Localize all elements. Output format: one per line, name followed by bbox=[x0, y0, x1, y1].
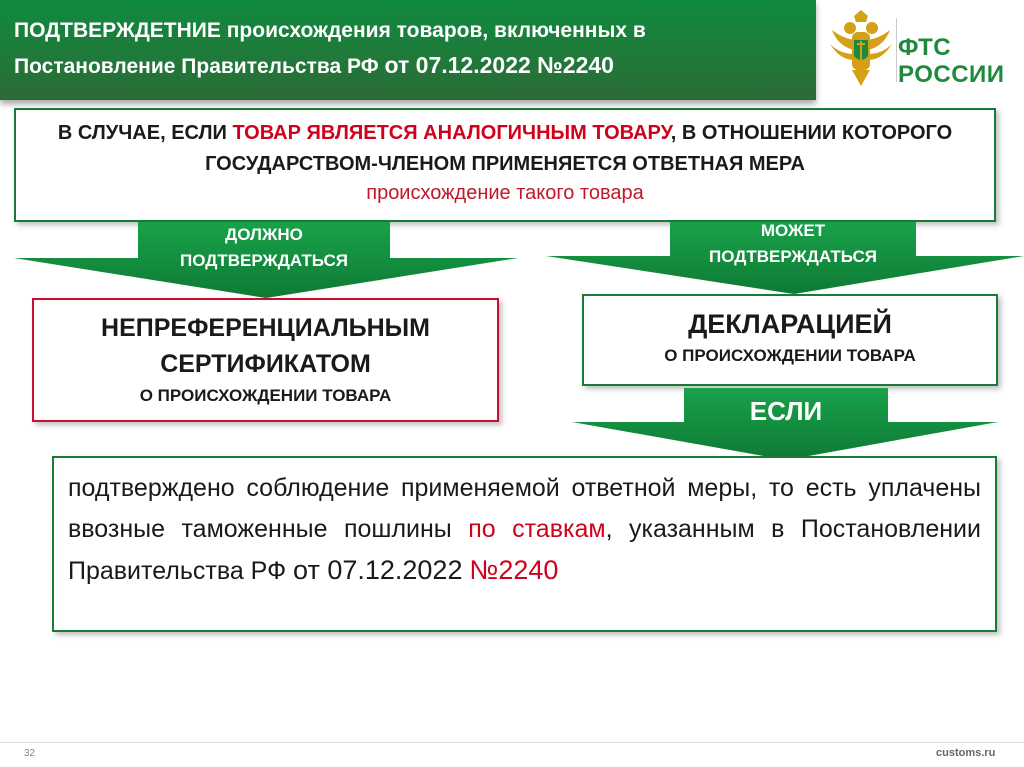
certificate-line1: НЕПРЕФЕРЕНЦИАЛЬНЫМ bbox=[101, 314, 430, 342]
declaration-line1: ДЕКЛАРАЦИЕЙ bbox=[688, 309, 892, 339]
result-part2: , указанным в Постановлении Правительства РФ bbox=[68, 515, 981, 585]
result-highlight: по ставкам bbox=[468, 515, 606, 543]
title-date: от 07.12.2022 №2240 bbox=[384, 52, 614, 78]
result-part1: подтверждено соблюдение применяемой ответной меры, то есть уплачены ввозные таможенные пошлины bbox=[68, 474, 981, 543]
left-arrow-line2: ПОДТВЕРЖДАТЬСЯ bbox=[179, 251, 349, 270]
right-arrow-line1: МОЖЕТ bbox=[760, 221, 826, 240]
result-number: №2240 bbox=[469, 555, 559, 585]
right-arrow-label bbox=[670, 218, 916, 270]
if-label: ЕСЛИ bbox=[749, 396, 823, 426]
left-arrow-line1: ДОЛЖНО bbox=[225, 225, 303, 244]
slide-title bbox=[14, 14, 804, 84]
condition-text bbox=[16, 118, 994, 180]
declaration-box bbox=[582, 294, 998, 386]
slide-header bbox=[0, 0, 816, 100]
condition-part1: В СЛУЧАЕ, ЕСЛИ bbox=[57, 122, 233, 144]
certificate-line2: СЕРТИФИКАТОМ bbox=[160, 350, 371, 378]
result-box bbox=[52, 456, 997, 632]
logo-line1: ФТС bbox=[898, 34, 952, 61]
eagle-emblem-icon bbox=[828, 10, 894, 90]
condition-part2: , В ОТНОШЕНИИ КОТОРОГО ГОСУДАРСТВОМ-ЧЛЕНОМ ПРИМЕНЯЕТСЯ ОТВЕТНАЯ МЕРА bbox=[205, 122, 953, 175]
left-arrow-label bbox=[138, 222, 390, 274]
site-link[interactable]: customs.ru bbox=[936, 747, 996, 759]
condition-subtitle: происхождение такого товара bbox=[366, 182, 644, 204]
page-number: 32 bbox=[24, 748, 36, 759]
right-arrow-line2: ПОДТВЕРЖДАТЬСЯ bbox=[708, 247, 878, 266]
logo-line2: РОССИИ bbox=[898, 61, 1005, 88]
logo-divider bbox=[896, 18, 897, 82]
result-date: от 07.12.2022 bbox=[293, 555, 463, 585]
certificate-line3: О ПРОИСХОЖДЕНИИ ТОВАРА bbox=[139, 386, 392, 405]
condition-box bbox=[14, 108, 996, 222]
condition-highlight: ТОВАР ЯВЛЯЕТСЯ АНАЛОГИЧНЫМ ТОВАРУ bbox=[232, 122, 671, 144]
declaration-line2: О ПРОИСХОЖДЕНИИ ТОВАРА bbox=[664, 346, 916, 365]
title-rest: происхождения товаров, включенных в Постановление Правительства РФ bbox=[14, 19, 646, 78]
title-bold: ПОДТВЕРЖДЕТНИЕ bbox=[14, 19, 221, 42]
certificate-box bbox=[32, 298, 499, 422]
footer-divider bbox=[0, 742, 1024, 743]
result-text bbox=[68, 468, 981, 592]
logo-text bbox=[898, 34, 1005, 88]
